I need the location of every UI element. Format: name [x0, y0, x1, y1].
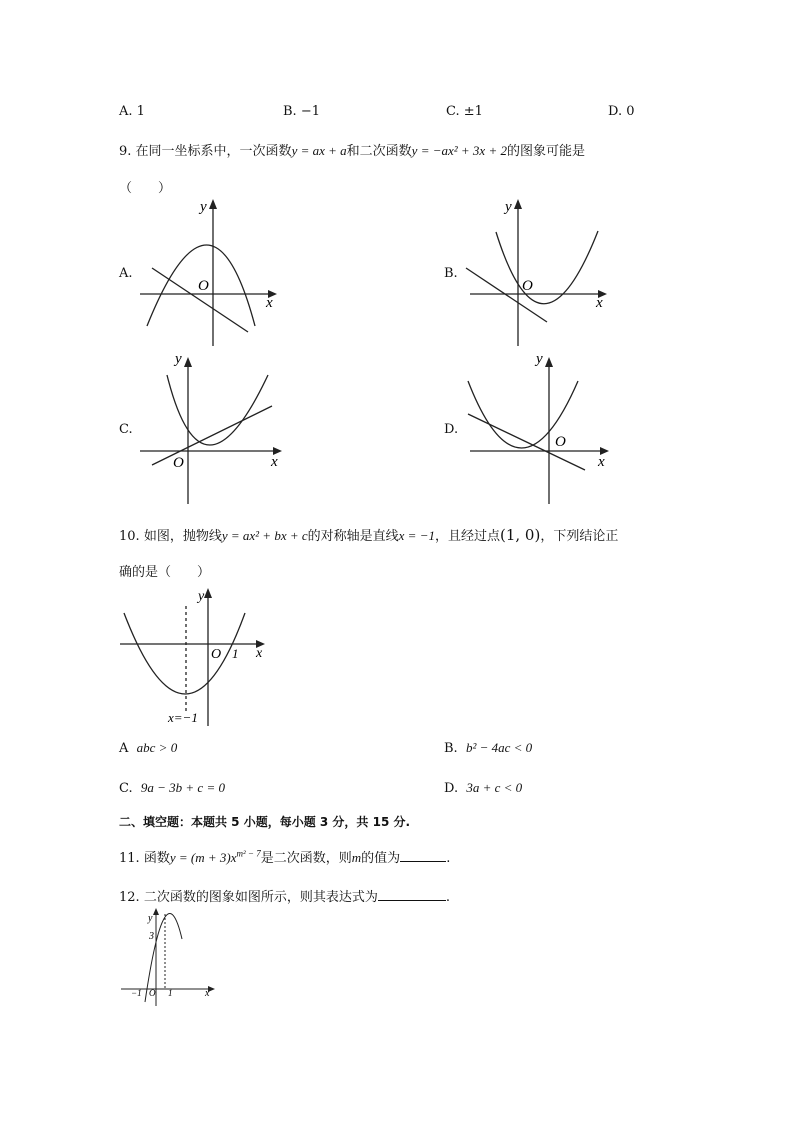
graph-a-y-label: y: [200, 199, 207, 215]
q10-option-c-label: C.: [119, 781, 133, 796]
q10-text-b: 的对称轴是直线: [307, 529, 399, 544]
q9-equation-quadratic: y = −ax² + 3x + 2: [411, 143, 507, 158]
q10-axis-equation: x = −1: [398, 528, 435, 543]
q12-graph-three-label: 3: [149, 931, 154, 942]
q11-exponent: m² − 7: [236, 848, 261, 859]
q10-option-a-label: A: [119, 741, 129, 756]
graph-b-y-label: y: [505, 199, 512, 215]
q10-graph-origin-label: O: [211, 647, 222, 662]
q9-number: 9.: [119, 144, 132, 159]
graph-a-x-label: x: [266, 295, 273, 311]
q10-text-a: 如图，抛物线: [143, 529, 222, 544]
graph-b-origin-label: O: [522, 278, 533, 294]
graph-c-y-label: y: [175, 351, 182, 367]
q9-answer-paren: （ ）: [119, 181, 172, 196]
q12-graph-origin-label: O: [149, 988, 156, 998]
q11-text-a: 函数: [143, 851, 170, 866]
q11-number: 11.: [119, 851, 140, 866]
q9-text-c: 的图象可能是: [506, 144, 585, 159]
q11-end: .: [446, 851, 451, 866]
q8-option-b: B. −1: [283, 104, 320, 119]
graph-b-x-label: x: [596, 295, 603, 311]
q11-text-b: 是二次函数，则: [260, 851, 352, 866]
q10-text-c: ，且经过点: [434, 529, 500, 544]
graph-a-origin-label: O: [198, 278, 209, 294]
q9-equation-linear: y = ax + a: [291, 143, 347, 158]
q8-option-d: D. 0: [608, 104, 635, 119]
q10-option-d-label: D.: [444, 781, 459, 796]
section-heading-fill-in: 二、填空题：本题共 5 小题，每小题 3 分，共 15 分.: [119, 815, 411, 829]
graph-c-origin-label: O: [173, 455, 184, 471]
q12-number: 12.: [119, 890, 140, 905]
q10-text-d: ，下列结论正: [540, 529, 619, 544]
q10-option-b-label: B.: [444, 741, 458, 756]
q10-stem-line2: 确的是（ ）: [119, 565, 211, 580]
q12-graph-one-label: 1: [168, 988, 173, 998]
q10-graph-one-label: 1: [232, 646, 239, 661]
q10-point: (1, 0): [500, 526, 541, 544]
q10-option-d-expr: 3a + c < 0: [466, 780, 523, 795]
graph-d-x-label: x: [598, 454, 605, 470]
q12-end: .: [445, 890, 450, 905]
q9-text-b: 和二次函数: [346, 144, 412, 159]
q11-equation: y = (m + 3)x: [169, 850, 237, 865]
q10-graph-axis-label: x=−1: [168, 710, 198, 725]
q12-graph-y-label: y: [148, 913, 153, 924]
q9-label-b: B.: [444, 266, 458, 281]
q8-option-a: A. 1: [119, 104, 145, 119]
q9-label-a: A.: [119, 266, 133, 281]
q10-graph-x-label: x: [256, 646, 263, 661]
q12-graph-neg-one-label: −1: [131, 988, 142, 998]
q9-text-a: 在同一坐标系中，一次函数: [135, 144, 292, 159]
q11-text-c: 的值为: [361, 851, 401, 866]
q9-label-c: C.: [119, 422, 133, 437]
q10-option-a-expr: abc > 0: [136, 740, 178, 755]
graph-d-y-label: y: [536, 351, 543, 367]
q8-option-c: C. ±1: [446, 104, 483, 119]
q9-label-d: D.: [444, 422, 459, 437]
q10-option-b-expr: b² − 4ac < 0: [465, 740, 533, 755]
q10-graph-y-label: y: [198, 589, 205, 604]
q10-number: 10.: [119, 529, 140, 544]
q11-variable: m: [351, 850, 362, 865]
q12-graph-x-label: x: [205, 988, 210, 999]
graph-c-x-label: x: [271, 454, 278, 470]
graph-d-origin-label: O: [555, 434, 566, 450]
q10-option-c-expr: 9a − 3b + c = 0: [140, 780, 225, 795]
q12-text: 二次函数的图象如图所示，则其表达式为: [143, 890, 378, 905]
q10-equation: y = ax² + bx + c: [221, 528, 308, 543]
